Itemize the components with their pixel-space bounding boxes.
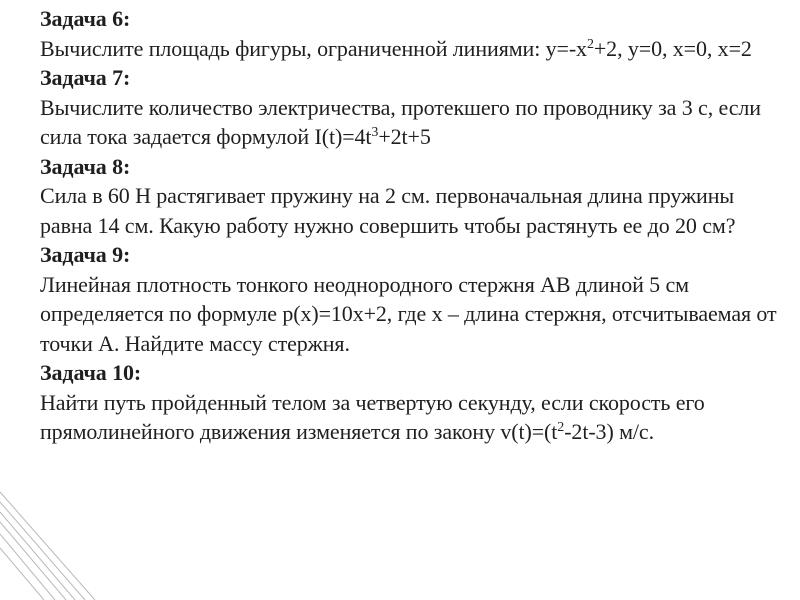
- task-6: [40, 4, 785, 63]
- task-text: Вычислите количество электричества, протекшего по проводнику за 3 с, если сила тока задается формулой $I(t)=4t^3+2t+5$: [40, 94, 761, 149]
- task-text: Вычислите площадь фигуры, ограниченной линиями: $y=-x^2+2$, y=0, x=0, x=2: [40, 35, 752, 61]
- task-text: Найти путь пройденный телом за четвертую секунду, если скорость его прямолинейного движения изменяется по закону $v(t)=(t^2-2t-3)$ м/с.: [40, 389, 705, 444]
- task-8: [40, 152, 785, 241]
- task-text: Линейная плотность тонкого неоднородного стержня АВ длиной 5 см определяется по формуле p(x)=10x+2, где x – длина стержня, отсчитываемая от точки А. Найдите массу стержня.: [40, 271, 777, 356]
- task-title: Задача 7:: [40, 65, 131, 90]
- task-title: Задача 6:: [40, 6, 131, 31]
- task-list: [40, 4, 785, 447]
- task-title: Задача 9:: [40, 242, 131, 267]
- task-10: [40, 358, 785, 447]
- task-9: [40, 240, 785, 358]
- task-title: Задача 10:: [40, 360, 142, 385]
- task-7: [40, 63, 785, 152]
- task-text: Сила в 60 Н растягивает пружину на 2 см. первоначальная длина пружины равна 14 см. Какую работу нужно совершить чтобы растянуть ее до 20 см?: [40, 183, 736, 238]
- decorative-corner-lines: [0, 490, 800, 600]
- task-title: Задача 8:: [40, 153, 131, 179]
